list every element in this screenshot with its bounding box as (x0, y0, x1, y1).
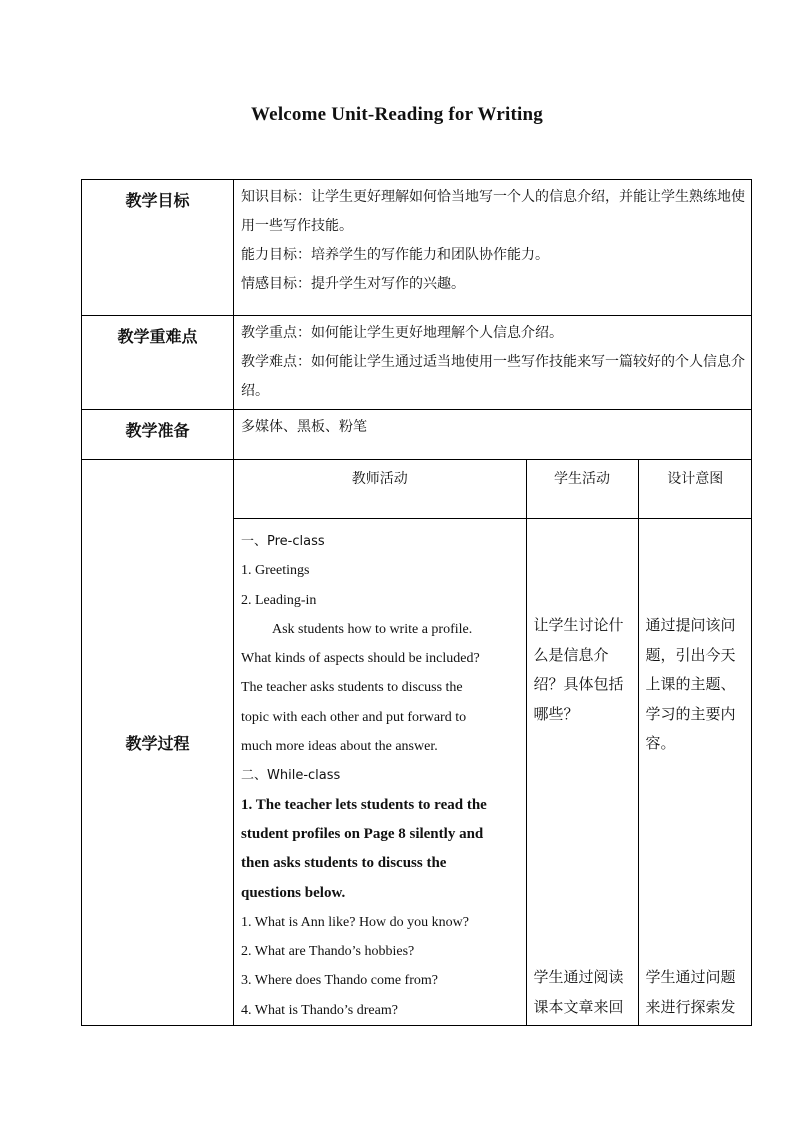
objectives-row (82, 180, 752, 316)
student-line: 让学生讨论什 (533, 616, 624, 634)
design-line: 来进行探索发 (645, 997, 736, 1016)
process-header-row (234, 460, 752, 519)
preparation-row (82, 410, 752, 460)
design-intent-block-2 (646, 963, 749, 1022)
step-leading-in: 2. Leading-in (241, 592, 317, 608)
objectives-content (234, 180, 752, 316)
student-line: 学生通过阅读 (533, 968, 624, 986)
process-label: 教学过程 (82, 460, 234, 1026)
reading-task-4: questions below. (241, 884, 346, 901)
design-line: 上课的主题、 (645, 675, 736, 693)
leading-in-text-4: topic with each other and put forward to (241, 709, 467, 725)
design-intent-cell (638, 519, 752, 1026)
preparation-content: 多媒体、黑板、粉笔 (234, 410, 752, 460)
reading-task-1: 1. The teacher lets students to read the (241, 796, 487, 813)
design-intent-block-1 (646, 611, 749, 759)
design-line: 题，引出今天 (645, 645, 736, 664)
design-line: 学习的主要内 (645, 704, 736, 723)
key-points-label: 教学重难点 (82, 316, 234, 410)
student-line: 么是信息介 (533, 645, 609, 664)
leading-in-text-2: What kinds of aspects should be included? (241, 651, 480, 667)
question-3: 3. Where does Thando come from? (241, 973, 438, 989)
section-pre-class: 一、Pre-class (241, 534, 325, 549)
question-1: 1. What is Ann like? How do you know? (241, 914, 469, 930)
reading-task-2: student profiles on Page 8 silently and (241, 825, 484, 842)
step-greetings: 1. Greetings (241, 563, 310, 579)
teacher-activity-header: 教师活动 (234, 460, 526, 519)
reading-task-3: then asks students to discuss the (241, 855, 447, 872)
design-line: 通过提问该问 (645, 616, 736, 634)
design-line: 学生通过问题 (645, 968, 736, 986)
process-row (82, 460, 752, 1026)
objective-ability: 能力目标：培养学生的写作能力和团队协作能力。 (241, 247, 549, 263)
objective-knowledge: 知识目标：让学生更好理解如何恰当地写一个人的信息介绍，并能让学生熟练地使用一些写作技能。 (241, 189, 745, 234)
leading-in-text-1: Ask students how to write a profile. (272, 621, 473, 637)
question-2: 2. What are Thando’s hobbies? (241, 944, 415, 960)
key-point-focus: 教学重点：如何能让学生更好地理解个人信息介绍。 (241, 325, 563, 341)
leading-in-text-5: much more ideas about the answer. (241, 739, 438, 755)
section-while-class: 二、While-class (241, 768, 341, 784)
objectives-label: 教学目标 (82, 180, 234, 316)
key-points-content (234, 316, 752, 410)
process-content (234, 460, 752, 1026)
student-line: 课本文章来回 (533, 997, 624, 1016)
student-activity-cell (526, 519, 638, 1026)
student-activity-block-1 (534, 611, 634, 729)
objective-emotion: 情感目标：提升学生对写作的兴趣。 (241, 276, 465, 292)
document-title: Welcome Unit-Reading for Writing (251, 104, 543, 125)
key-point-difficulty: 教学难点：如何能让学生通过适当地使用一些写作技能来写一篇较好的个人信息介绍。 (241, 354, 745, 399)
design-line: 容。 (645, 734, 676, 752)
student-line: 哪些？ (533, 704, 579, 723)
process-body-row (234, 519, 752, 1026)
student-activity-block-2 (534, 963, 634, 1022)
process-inner-table (234, 460, 752, 1025)
question-4: 4. What is Thando’s dream? (241, 1002, 398, 1018)
key-points-row (82, 316, 752, 410)
teacher-activity-cell (234, 519, 526, 1026)
preparation-label: 教学准备 (82, 410, 234, 460)
student-activity-header: 学生活动 (526, 460, 638, 519)
leading-in-text-3: The teacher asks students to discuss the (241, 680, 463, 696)
student-line: 绍？具体包括 (533, 675, 624, 693)
lesson-plan-table (81, 179, 752, 1026)
design-intent-header: 设计意图 (638, 460, 752, 519)
